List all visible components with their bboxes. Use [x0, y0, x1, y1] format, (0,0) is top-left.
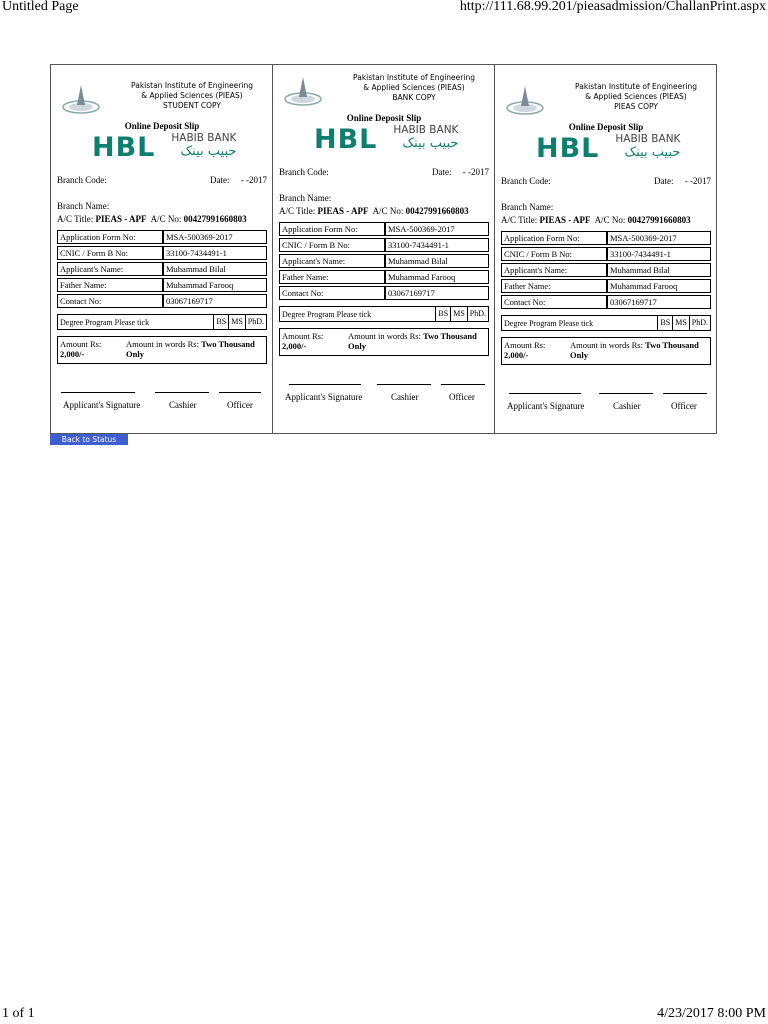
print-datetime: 4/23/2017 8:00 PM: [657, 1006, 766, 1021]
table-row: Applicant's Name: Muhammad Bilal: [57, 262, 267, 276]
officer-label: Officer: [671, 401, 697, 411]
slip-title: Online Deposit Slip: [346, 113, 422, 123]
degree-option-bs: BS: [213, 315, 228, 329]
hbl-logo: HBL HABIB BANK حبیب بینک: [314, 124, 459, 155]
officer-label: Officer: [449, 392, 475, 402]
table-row: Application Form No: MSA-500369-2017: [279, 222, 489, 236]
applicant-info-table: [57, 228, 267, 310]
account-info: A/C Title: PIEAS - APF A/C No: 00427991660803: [501, 215, 691, 225]
branch-code-label: Branch Code:: [57, 175, 107, 185]
amount-row: Amount Rs: 2,000/- Amount in words Rs: Two Thousand Only: [57, 336, 267, 364]
slip-bank-copy: [273, 65, 495, 433]
degree-option-phd: PhD.: [245, 315, 266, 329]
account-info: A/C Title: PIEAS - APF A/C No: 00427991660803: [279, 206, 469, 216]
signature-section: [57, 392, 267, 410]
table-row: Father Name: Muhammad Farooq: [279, 270, 489, 284]
amount-row: Amount Rs: 2,000/- Amount in words Rs: Two Thousand Only: [279, 328, 489, 356]
slip-title: Online Deposit Slip: [568, 122, 644, 132]
date-label: Date:: [432, 167, 452, 177]
account-info: A/C Title: PIEAS - APF A/C No: 00427991660803: [57, 214, 247, 224]
table-row: Contact No: 03067169717: [501, 295, 711, 309]
copy-label: PIEAS COPY: [614, 102, 658, 111]
branch-name-label: Branch Name:: [501, 202, 554, 212]
institute-name: Pakistan Institute of Engineering & Applied Sciences (PIEAS) STUDENT COPY: [117, 81, 267, 111]
degree-option-ms: MS: [672, 316, 689, 330]
table-row: CNIC / Form B No: 33100-7434491-1: [501, 247, 711, 261]
branch-code-label: Branch Code:: [279, 167, 329, 177]
degree-program-row: Degree Program Please tick BS MS PhD.: [57, 314, 267, 330]
cashier-label: Cashier: [169, 400, 197, 410]
deposit-slips: [50, 64, 717, 434]
table-row: Applicant's Name: Muhammad Bilal: [279, 254, 489, 268]
degree-option-phd: PhD.: [467, 307, 488, 321]
applicant-signature-label: Applicant's Signature: [507, 401, 585, 411]
degree-program-row: Degree Program Please tick BS MS PhD.: [279, 306, 489, 322]
table-row: Application Form No: MSA-500369-2017: [501, 231, 711, 245]
amount-row: Amount Rs: 2,000/- Amount in words Rs: Two Thousand Only: [501, 337, 711, 365]
table-row: Applicant's Name: Muhammad Bilal: [501, 263, 711, 277]
date-value: - -2017: [240, 175, 267, 185]
branch-name-label: Branch Name:: [57, 201, 110, 211]
copy-label: BANK COPY: [392, 93, 436, 102]
table-row: CNIC / Form B No: 33100-7434491-1: [57, 246, 267, 260]
hbl-logo: HBL HABIB BANK حبیب بینک: [536, 133, 681, 164]
hbl-logo: HBL HABIB BANK حبیب بینک: [92, 132, 237, 163]
date-value: - -2017: [684, 176, 711, 186]
degree-option-phd: PhD.: [689, 316, 710, 330]
institute-name: Pakistan Institute of Engineering & Applied Sciences (PIEAS) PIEAS COPY: [561, 82, 711, 112]
page-count: 1 of 1: [2, 1006, 35, 1021]
table-row: Application Form No: MSA-500369-2017: [57, 230, 267, 244]
applicant-signature-label: Applicant's Signature: [285, 392, 363, 402]
table-row: Contact No: 03067169717: [57, 294, 267, 308]
pieas-logo-icon: [284, 75, 322, 107]
pieas-logo-icon: [506, 84, 544, 116]
applicant-info-table: [501, 229, 711, 311]
branch-code-label: Branch Code:: [501, 176, 551, 186]
degree-option-bs: BS: [657, 316, 672, 330]
pieas-logo-icon: [62, 83, 100, 115]
degree-option-ms: MS: [450, 307, 467, 321]
table-row: Father Name: Muhammad Farooq: [501, 279, 711, 293]
cashier-label: Cashier: [613, 401, 641, 411]
cashier-label: Cashier: [391, 392, 419, 402]
degree-option-bs: BS: [435, 307, 450, 321]
signature-section: [501, 393, 711, 411]
officer-label: Officer: [227, 400, 253, 410]
table-row: CNIC / Form B No: 33100-7434491-1: [279, 238, 489, 252]
degree-program-row: Degree Program Please tick BS MS PhD.: [501, 315, 711, 331]
browser-page-url: http://111.68.99.201/pieasadmission/ChallanPrint.aspx: [459, 0, 766, 14]
slip-pieas-copy: [495, 65, 716, 433]
applicant-info-table: [279, 220, 489, 302]
degree-option-ms: MS: [228, 315, 245, 329]
branch-name-label: Branch Name:: [279, 193, 332, 203]
slip-student-copy: [51, 65, 273, 433]
date-label: Date:: [654, 176, 674, 186]
table-row: Contact No: 03067169717: [279, 286, 489, 300]
institute-name: Pakistan Institute of Engineering & Applied Sciences (PIEAS) BANK COPY: [339, 73, 489, 103]
table-row: Father Name: Muhammad Farooq: [57, 278, 267, 292]
slip-title: Online Deposit Slip: [124, 121, 200, 131]
back-to-status-button[interactable]: Back to Status: [50, 434, 128, 445]
applicant-signature-label: Applicant's Signature: [63, 400, 141, 410]
browser-page-title: Untitled Page: [2, 0, 79, 14]
copy-label: STUDENT COPY: [162, 101, 221, 110]
date-value: - -2017: [462, 167, 489, 177]
date-label: Date:: [210, 175, 230, 185]
signature-section: [279, 384, 489, 402]
